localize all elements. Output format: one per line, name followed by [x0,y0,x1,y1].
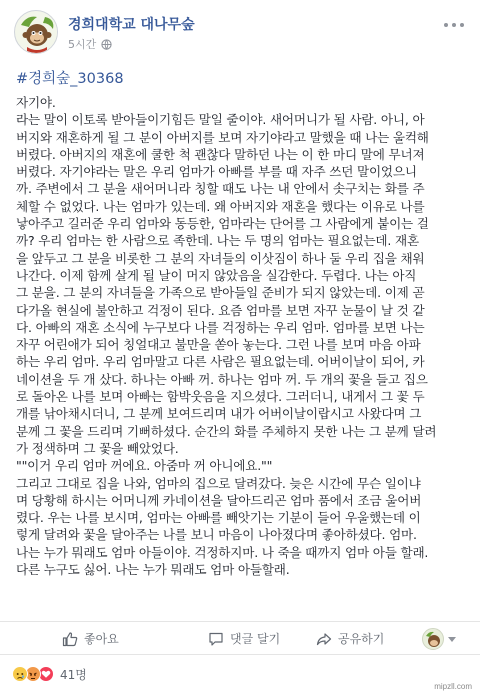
post-header [14,10,464,56]
post-text-line: ""이거 우리 엄마 꺼에요. 아줌마 꺼 아니에요."" [16,458,273,474]
post-text-line: 버렸다. 아버지의 재혼에 쿨한 척 괜찮다 말하던 나는 이 한 마디 말에 무너져 [16,146,425,162]
post-text-line: 렇게 달려와 꽃을 달아주는 나를 보니 마음이 나아졌다며 좋아하셨다. 엄마. [16,527,417,543]
page-name-link[interactable]: 경희대학교 대나무숲 [68,17,195,33]
reaction-count: 41명 [60,667,87,682]
post-text [16,94,468,578]
share-arrow-icon [316,631,332,647]
watermark-text: mipzll.com [434,682,472,691]
hashtag-link[interactable]: #경희숲_30368 [16,71,124,87]
post-text-line: 개를 낚아채시더니, 그 분께 보여드리며 내가 어버이날이랍시고 사왔다며 그 [16,406,422,422]
post-text-line: 자기야. [16,95,56,110]
post-text-line: 버렸다. 자기야라는 말은 우리 엄마가 아빠를 부를 때 자주 쓰던 말이었으니 [16,164,417,180]
share-button[interactable] [316,622,384,655]
post-text-line: 분께 그 꽃을 드리며 기뻐하셨다. 순간의 화를 주체하지 못한 나는 그 분께 달려 [16,423,437,439]
comment-label: 댓글 달기 [230,632,281,646]
action-bar [0,621,480,655]
post-text-line: 네이션을 두 개 샀다. 하나는 아빠 꺼. 하나는 엄마 꺼. 두 개의 꽃을 들고 집으 [16,371,428,387]
post-text-line: 하는 우리 엄마. 우리 엄마말고 다른 사람은 필요없는데. 어버이날이 되어, 카 [16,354,425,370]
reactions-summary[interactable] [12,664,87,684]
post-text-line: 까. 주변에서 그 분을 새어머니라 칭할 때도 나는 내 안에서 솟구치는 화를 주 [16,181,425,197]
post-as-selector[interactable] [422,628,456,650]
comment-button[interactable] [208,622,280,655]
post-text-line: 그리고 그대로 집을 나와, 엄마의 집으로 달려갔다. 늦은 시간에 무슨 일이냐 [16,475,421,491]
post-text-line: 나는 누가 뭐래도 엄마 아들이야. 걱정하지마. 나 죽을 때까지 엄마 아들 할래. [16,544,429,560]
share-label: 공유하기 [338,632,385,646]
post-text-line: 을 앞두고 그 분을 비롯한 그 분의 자녀들의 이삿짐이 하나 둘 우리 집을 채워 [16,250,425,266]
post-text-line: 렸다. 우는 나를 보시며, 엄마는 아빠를 빼앗기는 기분이 들어 우울했는데 이 [16,510,421,526]
post-timestamp[interactable]: 5시간 [68,38,97,51]
post-body [16,68,468,578]
comment-bubble-icon [208,631,224,647]
post-text-line: 가 정색하며 그 꽃을 빼았었다. [16,440,179,456]
viewer-avatar [422,628,444,650]
post-text-line: 체할 수 없었다. 나는 엄마가 있는데. 왜 아버지와 재혼을 했다는 이유로 나를 [16,198,425,214]
post-text-line: 다가올 현실에 불안하고 걱정이 된다. 요즘 엄마를 보면 자꾸 눈물이 날 것 같 [16,302,425,318]
like-button[interactable] [62,622,119,655]
post-text-line: 자꾸 어린애가 되어 칭얼대고 불만을 쏟아 놓는다. 그런 나를 보며 마음 아파 [16,337,421,353]
post-text-line: 그 분을. 그 분의 자녀들을 가족으로 받아들일 준비가 되지 않았는데. 이제 곧 [16,285,425,301]
page-avatar[interactable] [14,10,58,54]
monkey-mascot-icon [423,629,444,650]
post-text-line: 까? 우리 엄마는 한 사람으로 족한데. 나는 두 명의 엄마는 필요없는데. 재혼 [16,233,419,249]
post-text-line: 다른 누구도 싫어. 나는 누가 뭐래도 엄마 아들할래. [16,562,290,578]
post-text-line: 라는 말이 이토록 받아들이기힘든 말일 줄이야. 새어머니가 될 사람. 아니, 아 [16,112,425,128]
like-label: 좋아요 [84,632,119,646]
chevron-down-icon [448,637,456,642]
post-text-line: 버지와 재혼하게 될 그 분이 아버지를 보며 자기야라고 말했을 때 나는 울컥해 [16,129,429,145]
monkey-mascot-icon [15,11,58,54]
post-text-line: 다. 아빠의 재혼 소식에 누구보다 나를 걱정하는 우리 엄마. 엄마를 보면 나는 [16,319,425,335]
post-text-line: 로 돌아온 나를 보며 아빠는 함박웃음을 지으셨다. 그러더니, 내게서 그 꽃 두 [16,389,425,405]
post-text-line: 낳아주고 길러준 우리 엄마와 동등한, 엄마라는 단어를 그 사람에게 붙이는 걸 [16,216,429,232]
post-text-line: 며 당황해 하시는 어머니께 카네이션을 달아드리곤 엄마 품에서 조금 울어버 [16,492,422,508]
globe-icon [101,39,112,50]
more-options-icon[interactable] [444,18,464,32]
thumbs-up-icon [62,631,78,647]
post-text-line: 나간다. 이제 함께 살게 될 날이 머지 않았음을 실감한다. 두렵다. 나는 아직 [16,267,417,283]
post-meta [68,36,112,52]
sad-reaction-icon [12,666,28,682]
